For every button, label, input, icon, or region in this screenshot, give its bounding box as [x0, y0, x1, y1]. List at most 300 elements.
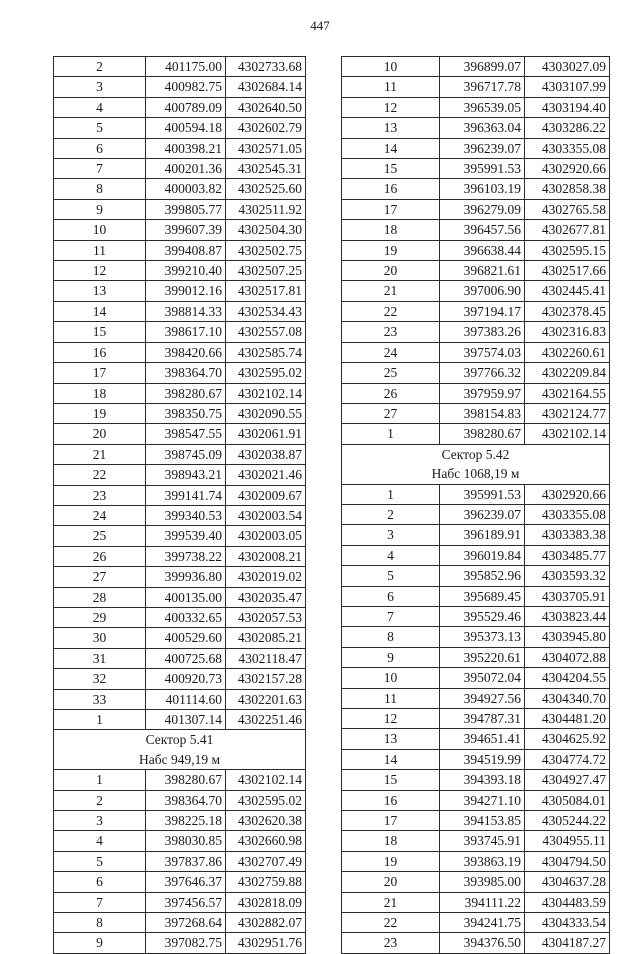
x-coordinate-cell: 400529.60 — [146, 628, 226, 648]
x-coordinate-cell: 399340.53 — [146, 505, 226, 525]
section-header — [54, 730, 306, 770]
x-coordinate-cell: 394393.18 — [440, 770, 525, 790]
table-row — [54, 424, 306, 444]
table-row — [54, 281, 306, 301]
y-coordinate-cell: 4302571.05 — [226, 138, 306, 158]
table-row — [54, 892, 306, 912]
y-coordinate-cell: 4302009.67 — [226, 485, 306, 505]
y-coordinate-cell: 4302517.81 — [226, 281, 306, 301]
x-coordinate-cell: 397456.57 — [146, 892, 226, 912]
table-row — [342, 872, 610, 892]
point-number-cell: 24 — [342, 342, 440, 362]
table-row — [54, 710, 306, 730]
y-coordinate-cell: 4302260.61 — [525, 342, 610, 362]
point-number-cell: 23 — [342, 322, 440, 342]
y-coordinate-cell: 4304187.27 — [525, 933, 610, 953]
x-coordinate-cell: 394927.56 — [440, 688, 525, 708]
point-number-cell: 9 — [54, 933, 146, 953]
point-number-cell: 18 — [342, 220, 440, 240]
table-row — [342, 566, 610, 586]
x-coordinate-cell: 393745.91 — [440, 831, 525, 851]
table-row — [342, 118, 610, 138]
point-number-cell: 28 — [54, 587, 146, 607]
table-row — [54, 913, 306, 933]
y-coordinate-cell: 4305084.01 — [525, 790, 610, 810]
x-coordinate-cell: 396363.04 — [440, 118, 525, 138]
y-coordinate-cell: 4302511.92 — [226, 199, 306, 219]
x-coordinate-cell: 397082.75 — [146, 933, 226, 953]
table-row — [54, 403, 306, 423]
table-row — [54, 933, 306, 953]
point-number-cell: 4 — [342, 545, 440, 565]
point-number-cell: 17 — [54, 363, 146, 383]
y-coordinate-cell: 4302507.25 — [226, 261, 306, 281]
point-number-cell: 33 — [54, 689, 146, 709]
table-row — [54, 444, 306, 464]
x-coordinate-cell: 400332.65 — [146, 607, 226, 627]
table-row — [54, 770, 306, 790]
point-number-cell: 11 — [54, 240, 146, 260]
y-coordinate-cell: 4302085.21 — [226, 628, 306, 648]
table-row — [342, 708, 610, 728]
y-coordinate-cell: 4302534.43 — [226, 301, 306, 321]
x-coordinate-cell: 396239.07 — [440, 138, 525, 158]
point-number-cell: 26 — [342, 383, 440, 403]
table-row — [342, 97, 610, 117]
y-coordinate-cell: 4302640.50 — [226, 97, 306, 117]
table-row — [54, 77, 306, 97]
y-coordinate-cell: 4303593.32 — [525, 566, 610, 586]
y-coordinate-cell: 4302595.02 — [226, 363, 306, 383]
point-number-cell: 19 — [342, 851, 440, 871]
y-coordinate-cell: 4303286.22 — [525, 118, 610, 138]
table-row — [54, 567, 306, 587]
x-coordinate-cell: 396279.09 — [440, 199, 525, 219]
x-coordinate-cell: 400920.73 — [146, 669, 226, 689]
x-coordinate-cell: 400398.21 — [146, 138, 226, 158]
x-coordinate-cell: 400201.36 — [146, 159, 226, 179]
point-number-cell: 25 — [342, 363, 440, 383]
table-row — [54, 301, 306, 321]
y-coordinate-cell: 4302118.47 — [226, 648, 306, 668]
y-coordinate-cell: 4304955.11 — [525, 831, 610, 851]
left-coordinates-table — [53, 56, 306, 954]
x-coordinate-cell: 395072.04 — [440, 668, 525, 688]
section-header-row — [54, 730, 306, 770]
x-coordinate-cell: 400135.00 — [146, 587, 226, 607]
table-row — [54, 363, 306, 383]
x-coordinate-cell: 400789.09 — [146, 97, 226, 117]
point-number-cell: 10 — [342, 57, 440, 77]
y-coordinate-cell: 4302057.53 — [226, 607, 306, 627]
y-coordinate-cell: 4302378.45 — [525, 301, 610, 321]
x-coordinate-cell: 397837.86 — [146, 851, 226, 871]
table-row — [342, 729, 610, 749]
x-coordinate-cell: 394376.50 — [440, 933, 525, 953]
point-number-cell: 12 — [54, 261, 146, 281]
point-number-cell: 3 — [54, 77, 146, 97]
table-row — [54, 57, 306, 77]
section-title: Сектор 5.41 — [145, 732, 214, 748]
x-coordinate-cell: 397268.64 — [146, 913, 226, 933]
x-coordinate-cell: 398364.70 — [146, 363, 226, 383]
table-row — [54, 526, 306, 546]
x-coordinate-cell: 398943.21 — [146, 465, 226, 485]
x-coordinate-cell: 395689.45 — [440, 586, 525, 606]
x-coordinate-cell: 401175.00 — [146, 57, 226, 77]
y-coordinate-cell: 4303705.91 — [525, 586, 610, 606]
y-coordinate-cell: 4302090.55 — [226, 403, 306, 423]
point-number-cell: 29 — [54, 607, 146, 627]
table-row — [54, 138, 306, 158]
y-coordinate-cell: 4304333.54 — [525, 913, 610, 933]
y-coordinate-cell: 4304340.70 — [525, 688, 610, 708]
table-row — [54, 628, 306, 648]
x-coordinate-cell: 400594.18 — [146, 118, 226, 138]
y-coordinate-cell: 4302759.88 — [226, 872, 306, 892]
table-row — [54, 607, 306, 627]
y-coordinate-cell: 4302019.02 — [226, 567, 306, 587]
x-coordinate-cell: 399539.40 — [146, 526, 226, 546]
x-coordinate-cell: 398280.67 — [146, 383, 226, 403]
y-coordinate-cell: 4302003.54 — [226, 505, 306, 525]
y-coordinate-cell: 4302517.66 — [525, 261, 610, 281]
y-coordinate-cell: 4302316.83 — [525, 322, 610, 342]
y-coordinate-cell: 4302920.66 — [525, 484, 610, 504]
y-coordinate-cell: 4303945.80 — [525, 627, 610, 647]
point-number-cell: 21 — [342, 892, 440, 912]
point-number-cell: 26 — [54, 546, 146, 566]
y-coordinate-cell: 4303027.09 — [525, 57, 610, 77]
point-number-cell: 31 — [54, 648, 146, 668]
point-number-cell: 16 — [342, 179, 440, 199]
point-number-cell: 20 — [342, 872, 440, 892]
y-coordinate-cell: 4304483.59 — [525, 892, 610, 912]
x-coordinate-cell: 400982.75 — [146, 77, 226, 97]
y-coordinate-cell: 4302620.38 — [226, 811, 306, 831]
y-coordinate-cell: 4302504.30 — [226, 220, 306, 240]
point-number-cell: 10 — [342, 668, 440, 688]
table-row — [342, 668, 610, 688]
table-row — [54, 485, 306, 505]
point-number-cell: 19 — [54, 403, 146, 423]
table-row — [342, 363, 610, 383]
x-coordinate-cell: 398280.67 — [146, 770, 226, 790]
table-row — [342, 424, 610, 444]
y-coordinate-cell: 4302920.66 — [525, 159, 610, 179]
y-coordinate-cell: 4304637.28 — [525, 872, 610, 892]
point-number-cell: 13 — [54, 281, 146, 301]
x-coordinate-cell: 396189.91 — [440, 525, 525, 545]
x-coordinate-cell: 399210.40 — [146, 261, 226, 281]
table-row — [342, 770, 610, 790]
point-number-cell: 17 — [342, 199, 440, 219]
table-row — [54, 159, 306, 179]
point-number-cell: 21 — [342, 281, 440, 301]
table-row — [54, 179, 306, 199]
y-coordinate-cell: 4302707.49 — [226, 851, 306, 871]
table-row — [342, 484, 610, 504]
x-coordinate-cell: 396457.56 — [440, 220, 525, 240]
x-coordinate-cell: 394271.10 — [440, 790, 525, 810]
y-coordinate-cell: 4304481.20 — [525, 708, 610, 728]
y-coordinate-cell: 4304927.47 — [525, 770, 610, 790]
x-coordinate-cell: 395529.46 — [440, 606, 525, 626]
y-coordinate-cell: 4302102.14 — [226, 770, 306, 790]
point-number-cell: 5 — [54, 118, 146, 138]
table-row — [54, 689, 306, 709]
point-number-cell: 8 — [342, 627, 440, 647]
y-coordinate-cell: 4302858.38 — [525, 179, 610, 199]
table-row — [54, 669, 306, 689]
y-coordinate-cell: 4302765.58 — [525, 199, 610, 219]
section-header-row — [342, 444, 610, 484]
y-coordinate-cell: 4304204.55 — [525, 668, 610, 688]
table-row — [342, 179, 610, 199]
table-row — [342, 199, 610, 219]
point-number-cell: 18 — [54, 383, 146, 403]
table-row — [342, 138, 610, 158]
table-row — [54, 648, 306, 668]
point-number-cell: 18 — [342, 831, 440, 851]
y-coordinate-cell: 4304774.72 — [525, 749, 610, 769]
x-coordinate-cell: 394787.31 — [440, 708, 525, 728]
y-coordinate-cell: 4302251.46 — [226, 710, 306, 730]
x-coordinate-cell: 399738.22 — [146, 546, 226, 566]
x-coordinate-cell: 398745.09 — [146, 444, 226, 464]
point-number-cell: 10 — [54, 220, 146, 240]
point-number-cell: 2 — [54, 57, 146, 77]
table-row — [342, 159, 610, 179]
y-coordinate-cell: 4302525.60 — [226, 179, 306, 199]
table-row — [342, 933, 610, 953]
point-number-cell: 20 — [54, 424, 146, 444]
x-coordinate-cell: 399607.39 — [146, 220, 226, 240]
y-coordinate-cell: 4302209.84 — [525, 363, 610, 383]
y-coordinate-cell: 4302038.87 — [226, 444, 306, 464]
table-row — [54, 199, 306, 219]
table-row — [54, 383, 306, 403]
x-coordinate-cell: 397006.90 — [440, 281, 525, 301]
table-row — [342, 851, 610, 871]
table-row — [342, 627, 610, 647]
point-number-cell: 14 — [342, 749, 440, 769]
point-number-cell: 13 — [342, 118, 440, 138]
point-number-cell: 12 — [342, 708, 440, 728]
point-number-cell: 23 — [54, 485, 146, 505]
y-coordinate-cell: 4302201.63 — [226, 689, 306, 709]
point-number-cell: 22 — [342, 913, 440, 933]
point-number-cell: 19 — [342, 240, 440, 260]
point-number-cell: 5 — [54, 851, 146, 871]
table-row — [342, 545, 610, 565]
point-number-cell: 6 — [54, 138, 146, 158]
table-row — [54, 872, 306, 892]
y-coordinate-cell: 4304625.92 — [525, 729, 610, 749]
x-coordinate-cell: 399012.16 — [146, 281, 226, 301]
y-coordinate-cell: 4302951.76 — [226, 933, 306, 953]
y-coordinate-cell: 4302677.81 — [525, 220, 610, 240]
x-coordinate-cell: 397646.37 — [146, 872, 226, 892]
point-number-cell: 15 — [342, 159, 440, 179]
table-row — [342, 749, 610, 769]
point-number-cell: 3 — [54, 811, 146, 831]
table-row — [54, 220, 306, 240]
x-coordinate-cell: 398350.75 — [146, 403, 226, 423]
x-coordinate-cell: 395373.13 — [440, 627, 525, 647]
point-number-cell: 27 — [54, 567, 146, 587]
table-row — [342, 913, 610, 933]
y-coordinate-cell: 4302557.08 — [226, 322, 306, 342]
point-number-cell: 11 — [342, 77, 440, 97]
table-row — [342, 688, 610, 708]
table-row — [54, 505, 306, 525]
x-coordinate-cell: 397574.03 — [440, 342, 525, 362]
x-coordinate-cell: 401307.14 — [146, 710, 226, 730]
point-number-cell: 7 — [342, 606, 440, 626]
table-row — [342, 261, 610, 281]
point-number-cell: 1 — [342, 424, 440, 444]
right-coordinates-table — [341, 56, 610, 954]
y-coordinate-cell: 4302445.41 — [525, 281, 610, 301]
table-row — [54, 831, 306, 851]
table-row — [54, 465, 306, 485]
y-coordinate-cell: 4305244.22 — [525, 811, 610, 831]
x-coordinate-cell: 399408.87 — [146, 240, 226, 260]
x-coordinate-cell: 399936.80 — [146, 567, 226, 587]
point-number-cell: 7 — [54, 892, 146, 912]
x-coordinate-cell: 399805.77 — [146, 199, 226, 219]
x-coordinate-cell: 394651.41 — [440, 729, 525, 749]
point-number-cell: 16 — [342, 790, 440, 810]
x-coordinate-cell: 396717.78 — [440, 77, 525, 97]
y-coordinate-cell: 4302102.14 — [226, 383, 306, 403]
x-coordinate-cell: 397194.17 — [440, 301, 525, 321]
point-number-cell: 15 — [54, 322, 146, 342]
table-row — [342, 77, 610, 97]
point-number-cell: 27 — [342, 403, 440, 423]
x-coordinate-cell: 396899.07 — [440, 57, 525, 77]
y-coordinate-cell: 4302061.91 — [226, 424, 306, 444]
point-number-cell: 4 — [54, 97, 146, 117]
point-number-cell: 32 — [54, 669, 146, 689]
x-coordinate-cell: 398547.55 — [146, 424, 226, 444]
y-coordinate-cell: 4302882.07 — [226, 913, 306, 933]
y-coordinate-cell: 4302164.55 — [525, 383, 610, 403]
section-title: Сектор 5.42 — [441, 446, 510, 462]
table-row — [54, 790, 306, 810]
y-coordinate-cell: 4304794.50 — [525, 851, 610, 871]
x-coordinate-cell: 395991.53 — [440, 484, 525, 504]
section-header — [342, 444, 610, 484]
point-number-cell: 22 — [342, 301, 440, 321]
x-coordinate-cell: 398617.10 — [146, 322, 226, 342]
point-number-cell: 1 — [54, 710, 146, 730]
x-coordinate-cell: 395852.96 — [440, 566, 525, 586]
y-coordinate-cell: 4303355.08 — [525, 504, 610, 524]
point-number-cell: 6 — [54, 872, 146, 892]
point-number-cell: 14 — [54, 301, 146, 321]
x-coordinate-cell: 395991.53 — [440, 159, 525, 179]
section-height: Набс 1068,19 м — [431, 466, 520, 482]
point-number-cell: 9 — [54, 199, 146, 219]
table-row — [54, 546, 306, 566]
x-coordinate-cell: 398154.83 — [440, 403, 525, 423]
point-number-cell: 4 — [54, 831, 146, 851]
x-coordinate-cell: 394519.99 — [440, 749, 525, 769]
table-row — [342, 790, 610, 810]
point-number-cell: 13 — [342, 729, 440, 749]
point-number-cell: 23 — [342, 933, 440, 953]
table-row — [54, 261, 306, 281]
y-coordinate-cell: 4302003.05 — [226, 526, 306, 546]
x-coordinate-cell: 396539.05 — [440, 97, 525, 117]
x-coordinate-cell: 396239.07 — [440, 504, 525, 524]
x-coordinate-cell: 397383.26 — [440, 322, 525, 342]
point-number-cell: 21 — [54, 444, 146, 464]
y-coordinate-cell: 4302157.28 — [226, 669, 306, 689]
x-coordinate-cell: 393863.19 — [440, 851, 525, 871]
section-height: Набс 949,19 м — [138, 751, 221, 767]
x-coordinate-cell: 398364.70 — [146, 790, 226, 810]
x-coordinate-cell: 400003.82 — [146, 179, 226, 199]
table-row — [54, 342, 306, 362]
x-coordinate-cell: 401114.60 — [146, 689, 226, 709]
x-coordinate-cell: 398420.66 — [146, 342, 226, 362]
table-row — [342, 342, 610, 362]
point-number-cell: 25 — [54, 526, 146, 546]
point-number-cell: 1 — [54, 770, 146, 790]
table-row — [54, 587, 306, 607]
point-number-cell: 2 — [54, 790, 146, 810]
table-row — [342, 586, 610, 606]
x-coordinate-cell: 399141.74 — [146, 485, 226, 505]
point-number-cell: 22 — [54, 465, 146, 485]
table-row — [342, 403, 610, 423]
table-row — [342, 811, 610, 831]
table-row — [342, 57, 610, 77]
table-row — [342, 301, 610, 321]
table-row — [342, 220, 610, 240]
point-number-cell: 3 — [342, 525, 440, 545]
y-coordinate-cell: 4302008.21 — [226, 546, 306, 566]
x-coordinate-cell: 396638.44 — [440, 240, 525, 260]
point-number-cell: 1 — [342, 484, 440, 504]
table-row — [342, 281, 610, 301]
x-coordinate-cell: 398280.67 — [440, 424, 525, 444]
y-coordinate-cell: 4302021.46 — [226, 465, 306, 485]
y-coordinate-cell: 4302035.47 — [226, 587, 306, 607]
y-coordinate-cell: 4303485.77 — [525, 545, 610, 565]
point-number-cell: 14 — [342, 138, 440, 158]
table-row — [54, 322, 306, 342]
y-coordinate-cell: 4303355.08 — [525, 138, 610, 158]
point-number-cell: 17 — [342, 811, 440, 831]
point-number-cell: 20 — [342, 261, 440, 281]
x-coordinate-cell: 400725.68 — [146, 648, 226, 668]
y-coordinate-cell: 4302585.74 — [226, 342, 306, 362]
point-number-cell: 16 — [54, 342, 146, 362]
y-coordinate-cell: 4302102.14 — [525, 424, 610, 444]
x-coordinate-cell: 393985.00 — [440, 872, 525, 892]
point-number-cell: 8 — [54, 913, 146, 933]
table-row — [342, 383, 610, 403]
x-coordinate-cell: 398030.85 — [146, 831, 226, 851]
y-coordinate-cell: 4302660.98 — [226, 831, 306, 851]
point-number-cell: 15 — [342, 770, 440, 790]
y-coordinate-cell: 4302124.77 — [525, 403, 610, 423]
y-coordinate-cell: 4303107.99 — [525, 77, 610, 97]
